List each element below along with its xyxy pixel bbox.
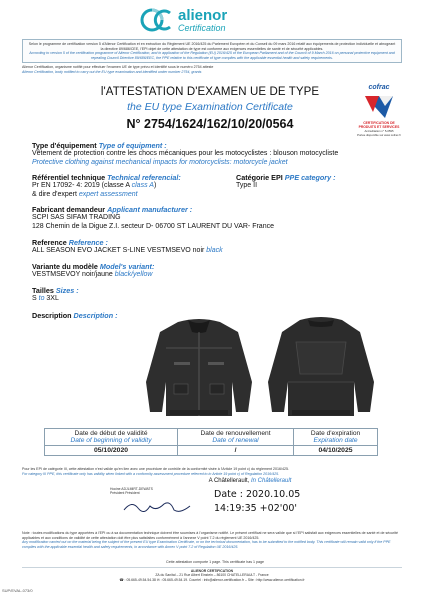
table-row [45, 429, 378, 446]
category-iii-note: Pour les EPI de catégorie III, cette attestation n'est valide qu'en lien avec une procédure de contrôle de la conformité visée à l'Article 19 point c) du règlement 2016/425. For category III PPE, this certificate only has validity when linked with a conformity assessment procedure referred to in Article 19 point c) of Regulation 2016/425. [22, 467, 289, 476]
alienor-logo [140, 6, 290, 34]
referential-label: Référentiel technique Technical referencial: [32, 173, 181, 182]
validity-dates-table [44, 428, 378, 456]
brand-sub: Certification [178, 22, 226, 33]
jacket-back-photo [262, 312, 380, 422]
referential-section [32, 173, 232, 199]
footer-contact: ☎ : 05.665-49.54.54.38 ✉ : 05.665-49.54.19. Courriel : info@alienor-certification.fr – Site : http://www.alienor-certification.fr [119, 577, 305, 582]
cofrac-name: cofrac [368, 84, 390, 91]
footer-address: ZA du Sanital – 21 Rue Albert Einstein – 86100 CHATELLERAULT - France [155, 573, 269, 578]
variant-value: VESTMSEVOY noir/jaune black/yellow [32, 271, 153, 278]
page-title-en: the EU type Examination Certificate [127, 101, 293, 113]
category-value: Type II [236, 182, 258, 189]
manufacturer-label: Fabricant demandeur Applicant manufacturer : [32, 205, 193, 214]
table-row [45, 446, 378, 456]
date-renewal-value: / [178, 446, 294, 456]
digital-signature-stamp [214, 488, 334, 516]
sizes-label: Tailles Sizes : [32, 286, 79, 295]
category-label: Catégorie EPI PPE category : [236, 173, 336, 182]
modification-note: Note : toutes modifications du type apportées à l'EPI ou à sa documentation technique doivent être soumises à l'organisme notifié. Le présent certificat ne sera valide que si l'EPI satisfait aux exigences essentielles de santé et de sécurité applicables et aux conditions de validité de cette attestation doit être plus satisfaites conformément à l'annexe V point 7.2 du règlement UE 2016/425. Any modification carried out on the material being the subject of the present EU type Examination Certificate, or on the technical documentation, has to be submitted to the notified body. This certificate will remain valid only if the PPE complies with the applicable essential health and safety requirements, in accordance with Annex V point 7.2 of Regulation UE 2016/425. [22, 531, 399, 549]
referential-line1: Pr EN 17092- 4: 2019 (classe A class A) [32, 182, 157, 189]
date-begin-header: Date de début de validité Date of beginning of validity [45, 429, 178, 446]
cofrac-caption: CERTIFICATION DE PRODUITS ET SERVICES [358, 121, 400, 129]
header-notified-en: Alienor Certification, body notified to carry out the EU type examination and identified under number 2754, grants [22, 69, 202, 74]
cofrac-scope: Portée disponible sur www.cofrac.fr [357, 133, 401, 138]
manufacturer-address: 128 Chemin de la Digue Z.I. secteur D- 06700 ST LAURENT DU VAR- France [32, 222, 274, 230]
header-legal-en: According to version 5 of the certification programme of Alienor Certification, and in application of the Regulation (EU) 2016/425 of the European Parliament and of the Council of 9 March 2016 on personal protective equipment and repealing Council Directive 89/686/EEC, the PPE relative to this certificate of type complies with the applicable essential health and safety requirements. [29, 51, 395, 60]
signer-name: Hocine ADJLMIRT-DEWATS [110, 487, 153, 491]
signer-block [110, 487, 220, 495]
stamp-date: Date : 2020.10.05 [214, 489, 301, 500]
reference-label: Reference Reference : [32, 238, 108, 247]
date-expiration-value: 04/10/2025 [294, 446, 378, 456]
manufacturer-name: SCPI SAS SIFAM TRADING [32, 214, 121, 221]
reference-value: ALL SEASON EVO JACKET S-LINE VESTMSEVO noir black [32, 247, 223, 254]
equipment-value-en: Protective clothing against mechanical impacts for motorcyclists: motorcycle jacket [32, 158, 288, 166]
alienor-logo-icon [140, 7, 174, 33]
variant-section [32, 262, 392, 280]
equipment-label: Type d'équipement Type of equipment : [32, 141, 167, 150]
footer-company: ALIENOR CERTIFICATION [190, 569, 234, 573]
variant-label: Variante du modèle Model's variant: [32, 262, 155, 271]
equipment-value-fr: Vêtement de protection contre les chocs mécaniques pour les motocyclistes : blouson motocycliste [32, 150, 339, 157]
jacket-front-photo [140, 312, 258, 422]
signature [120, 498, 210, 516]
page-count-info: Cette attestation comporte 1 page. This certificate has 1 page [165, 560, 265, 564]
footer [22, 567, 402, 582]
page-title: l'ATTESTATION D'EXAMEN UE DE TYPE [100, 86, 320, 98]
date-renewal-header: Date de renouvellement Date of renewal [178, 429, 294, 446]
referential-line2: & dire d'expert expert assessment [32, 190, 138, 198]
certificate-number: N° 2754/1624/162/10/20/0564 [126, 117, 294, 131]
header-notified-fr: Alienor Certification, organisme notifié pour effectuer l'examen UE de type prévu et identifié sous le numéro 2754 atteste [22, 65, 214, 70]
header-legal-block [22, 39, 402, 75]
equipment-section [32, 141, 372, 167]
header-legal-fr: Selon le programme de certification version 5 d'Alienor Certification et en exécution du Règlement UE 2016/425 du Parlement Européen et du Conseil du 09 mars 2016 relatif aux équipements de protection individuelle et abrogeant la directive 89/686/CEE, l'EPI objet de cette attestation de type est conforme aux exigences essentielles de santé et de sécurité applicables. [28, 42, 396, 51]
title-block [60, 86, 360, 131]
brand-name: alienor [178, 6, 228, 24]
description-label: Description Description : [32, 311, 118, 320]
category-section [236, 173, 406, 191]
reference-section [32, 238, 392, 256]
header-legal-box [22, 39, 402, 63]
cofrac-accreditation: Accréditation n° 5-0595 [364, 129, 394, 133]
stamp-time: 14:19:35 +02'00' [214, 503, 298, 514]
sizes-value: S to 3XL [32, 295, 59, 302]
cofrac-logo [354, 84, 404, 138]
sizes-section [32, 286, 232, 304]
document-code: SUP/EVAL-073/0 [2, 588, 33, 593]
signer-role: Président Président [110, 491, 140, 495]
date-begin-value: 05/10/2020 [45, 446, 178, 456]
signing-place: A Châtellerault, In Châtellerault [208, 478, 292, 484]
cofrac-emblem-icon [361, 92, 397, 120]
date-expiration-header: Date d'expiration Expiration date [294, 429, 378, 446]
manufacturer-section [32, 205, 392, 231]
